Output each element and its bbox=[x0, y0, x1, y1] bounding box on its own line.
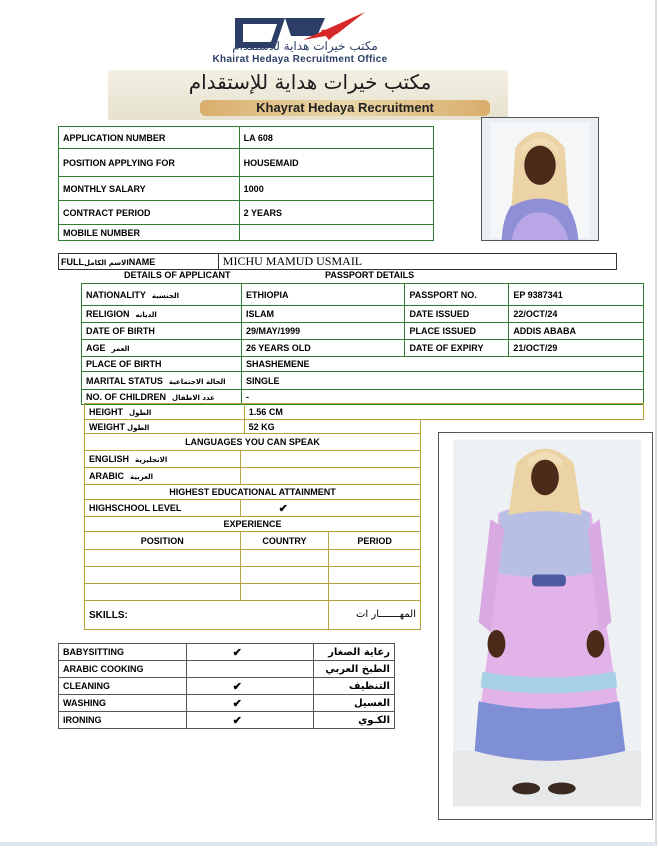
expiry-value: 21/OCT/29 bbox=[509, 340, 644, 357]
arabic-label-en: ARABIC bbox=[89, 471, 124, 481]
passport-header: PASSPORT DETAILS bbox=[325, 270, 415, 280]
arabic-label-ar: العربية bbox=[130, 473, 154, 481]
application-number-value: LA 608 bbox=[239, 127, 433, 149]
applicant-portrait-photo bbox=[481, 117, 599, 241]
skill-ar: الطبخ العربي bbox=[314, 661, 395, 678]
skill-en: BABYSITTING bbox=[59, 644, 187, 661]
education-title: HIGHEST EDUCATIONAL ATTAINMENT bbox=[85, 485, 421, 500]
table-row bbox=[59, 661, 395, 678]
nationality-label-ar: الجنسية bbox=[151, 291, 179, 300]
languages-title: LANGUAGES YOU CAN SPEAK bbox=[85, 434, 421, 451]
children-label-ar: عدد الاطفال bbox=[172, 394, 215, 402]
table-row bbox=[82, 357, 644, 372]
full-name-label-en-a: FULL bbox=[61, 256, 84, 267]
table-row bbox=[85, 532, 421, 550]
banner-english-title: Khayrat Hedaya Recruitment bbox=[200, 100, 490, 116]
skill-check-icon bbox=[186, 661, 313, 678]
banner-arabic-title: مكتب خيرات هداية للإستقدام bbox=[188, 70, 432, 94]
table-row bbox=[85, 420, 421, 434]
arabic-label bbox=[85, 468, 241, 485]
table-row bbox=[82, 284, 644, 306]
marital-label bbox=[82, 372, 242, 390]
religion-label-ar: الديانه bbox=[135, 311, 157, 319]
full-name-value: MICHU MAMUD USMAIL bbox=[218, 254, 616, 270]
table-row bbox=[82, 306, 644, 323]
religion-label bbox=[82, 306, 242, 323]
contract-period-label: CONTRACT PERIOD bbox=[59, 201, 240, 225]
table-row bbox=[85, 451, 421, 468]
table-row bbox=[82, 340, 644, 357]
height-label-en: HEIGHT bbox=[89, 406, 124, 417]
skill-check-icon: ✔ bbox=[186, 712, 313, 729]
table-row bbox=[85, 500, 421, 517]
table-row bbox=[59, 254, 617, 270]
expiry-label: DATE OF EXPIRY bbox=[405, 340, 509, 357]
table-row bbox=[59, 712, 395, 729]
logo-english-text: Khairat Hedaya Recruitment Office bbox=[212, 54, 388, 65]
skill-en: WASHING bbox=[59, 695, 187, 712]
height-label bbox=[85, 404, 245, 420]
weight-value: 52 KG bbox=[244, 420, 420, 434]
experience-col-position: POSITION bbox=[85, 532, 241, 550]
table-row bbox=[59, 149, 434, 177]
table-row bbox=[85, 601, 421, 630]
mobile-value bbox=[239, 225, 433, 241]
skills-label-ar: المهـــــــار ات bbox=[329, 601, 421, 630]
english-label-ar: الانجليزية bbox=[135, 456, 168, 464]
table-row bbox=[85, 404, 644, 420]
skill-en: CLEANING bbox=[59, 678, 187, 695]
height-value: 1.56 CM bbox=[244, 404, 643, 420]
skill-en: IRONING bbox=[59, 712, 187, 729]
contract-period-value: 2 YEARS bbox=[239, 201, 433, 225]
pob-label: PLACE OF BIRTH bbox=[82, 357, 242, 372]
table-row bbox=[85, 517, 421, 532]
table-row bbox=[59, 127, 434, 149]
experience-col-period: PERIOD bbox=[329, 532, 421, 550]
pob-value: SHASHEMENE bbox=[241, 357, 643, 372]
experience-title: EXPERIENCE bbox=[85, 517, 421, 532]
experience-col-country: COUNTRY bbox=[240, 532, 329, 550]
table-row bbox=[85, 567, 421, 584]
nationality-value: ETHIOPIA bbox=[241, 284, 405, 306]
skill-ar: الغسيل bbox=[314, 695, 395, 712]
age-label bbox=[82, 340, 242, 357]
education-check-icon: ✔ bbox=[240, 500, 420, 517]
logo-arabic-text: مكتب خيرات هداية للاستقدام bbox=[232, 39, 378, 53]
salary-value: 1000 bbox=[239, 177, 433, 201]
english-label bbox=[85, 451, 241, 468]
table-row bbox=[59, 201, 434, 225]
table-row bbox=[59, 678, 395, 695]
height-weight-table bbox=[84, 403, 644, 420]
passport-no-value: EP 9387341 bbox=[509, 284, 644, 306]
position-label: POSITION APPLYING FOR bbox=[59, 149, 240, 177]
dob-value: 29/MAY/1999 bbox=[241, 323, 405, 340]
table-row bbox=[59, 225, 434, 241]
arabic-value bbox=[240, 468, 420, 485]
weight-label-ar: الطول bbox=[127, 423, 150, 432]
table-row bbox=[85, 485, 421, 500]
english-value bbox=[240, 451, 420, 468]
table-row bbox=[85, 550, 421, 567]
skill-ar: الكـوي bbox=[314, 712, 395, 729]
children-label-en: NO. OF CHILDREN bbox=[86, 392, 166, 402]
age-label-ar: العمر bbox=[111, 345, 130, 353]
weight-label-en: WEIGHT bbox=[89, 421, 125, 432]
table-row bbox=[82, 323, 644, 340]
weight-label bbox=[85, 420, 245, 434]
application-number-label: APPLICATION NUMBER bbox=[59, 127, 240, 149]
skills-label: SKILLS: bbox=[85, 601, 329, 630]
passport-no-label: PASSPORT NO. bbox=[405, 284, 509, 306]
age-value: 26 YEARS OLD bbox=[241, 340, 405, 357]
table-row bbox=[85, 434, 421, 451]
age-label-en: AGE bbox=[86, 343, 106, 353]
religion-label-en: RELIGION bbox=[86, 309, 130, 319]
skill-check-icon: ✔ bbox=[186, 644, 313, 661]
full-name-label-ar: الاسم الكامل bbox=[84, 258, 129, 267]
position-value: HOUSEMAID bbox=[239, 149, 433, 177]
marital-value: SINGLE bbox=[241, 372, 643, 390]
details-table bbox=[81, 283, 644, 405]
height-label-ar: الطول bbox=[129, 408, 152, 417]
salary-label: MONTHLY SALARY bbox=[59, 177, 240, 201]
skill-check-icon: ✔ bbox=[186, 678, 313, 695]
skill-ar: التنظيف bbox=[314, 678, 395, 695]
full-name-table bbox=[58, 253, 617, 270]
full-name-label-en-b: NAME bbox=[128, 256, 156, 267]
full-name-label bbox=[59, 254, 219, 270]
place-issued-value: ADDIS ABABA bbox=[509, 323, 644, 340]
table-row bbox=[85, 468, 421, 485]
table-row bbox=[59, 177, 434, 201]
date-issued-label: DATE ISSUED bbox=[405, 306, 509, 323]
skill-check-icon: ✔ bbox=[186, 695, 313, 712]
religion-value: ISLAM bbox=[241, 306, 405, 323]
weight-table bbox=[84, 419, 421, 434]
details-header: DETAILS OF APPLICANT bbox=[124, 270, 231, 280]
languages-table bbox=[84, 433, 421, 630]
application-table bbox=[58, 126, 434, 241]
nationality-label bbox=[82, 284, 242, 306]
children-value: - bbox=[241, 390, 643, 405]
table-row bbox=[82, 372, 644, 390]
nationality-label-en: NATIONALITY bbox=[86, 289, 146, 300]
applicant-full-body-photo bbox=[438, 432, 653, 820]
education-level: HIGHSCHOOL LEVEL bbox=[85, 500, 241, 517]
place-issued-label: PLACE ISSUED bbox=[405, 323, 509, 340]
mobile-label: MOBILE NUMBER bbox=[59, 225, 240, 241]
marital-label-ar: الحالة الاجتماعية bbox=[168, 377, 226, 386]
date-issued-value: 22/OCT/24 bbox=[509, 306, 644, 323]
skill-en: ARABIC COOKING bbox=[59, 661, 187, 678]
table-row bbox=[59, 644, 395, 661]
english-label-en: ENGLISH bbox=[89, 454, 130, 464]
dob-label: DATE OF BIRTH bbox=[82, 323, 242, 340]
marital-label-en: MARITAL STATUS bbox=[86, 375, 163, 386]
skill-ar: رعاية الصغار bbox=[314, 644, 395, 661]
table-row bbox=[59, 695, 395, 712]
skills-table bbox=[58, 643, 395, 729]
table-row bbox=[85, 584, 421, 601]
